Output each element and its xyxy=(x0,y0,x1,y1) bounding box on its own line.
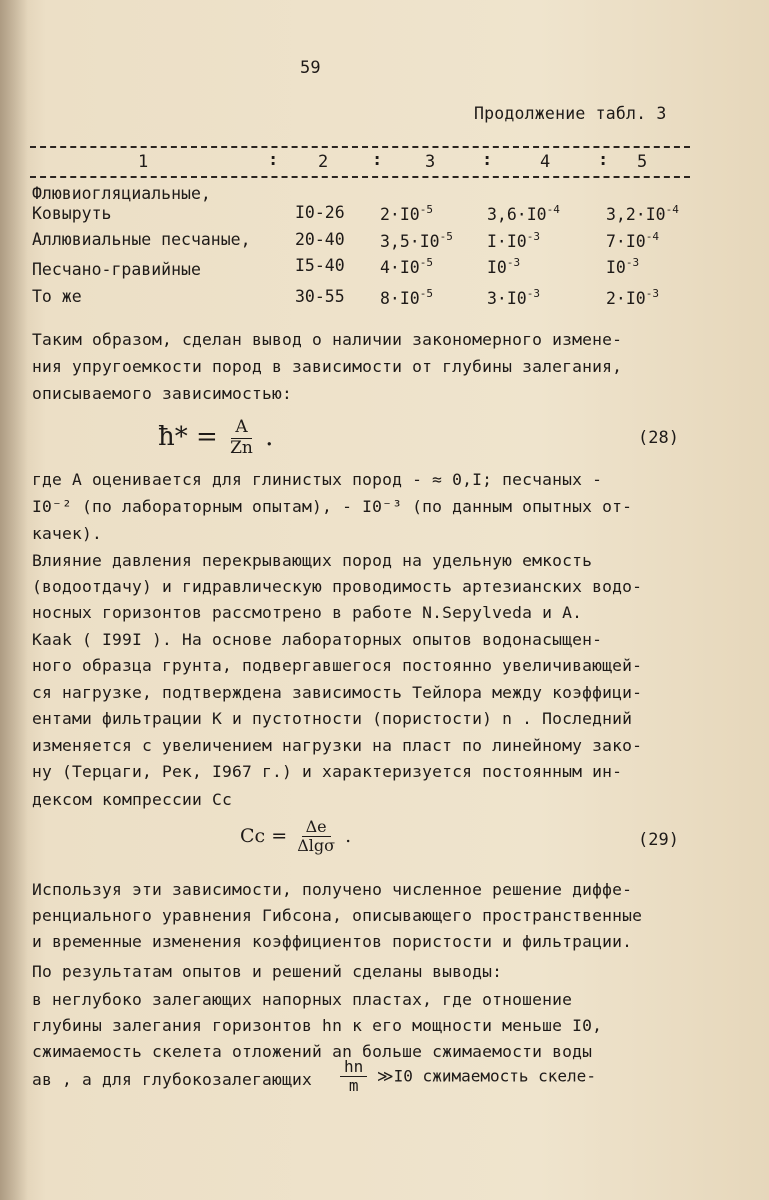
text-line: ся нагрузке, подтверждена зависимость Тейлора между коэффици- xyxy=(32,683,643,702)
text-line: По результатам опытов и решений сделаны выводы: xyxy=(32,962,503,981)
text-line: носных горизонтов рассмотрено в работе N.Sepylveda и A. xyxy=(32,603,583,622)
text-line: ного образца грунта, подвергавшегося постоянно увеличивающей- xyxy=(32,656,643,675)
column-separator: : xyxy=(268,150,279,170)
text-line: дексом компрессии Cc xyxy=(32,790,233,809)
text-line: ния упругоемкости пород в зависимости от глубины залегания, xyxy=(32,357,623,376)
text-line: изменяется с увеличением нагрузки на пласт по линейному зако- xyxy=(32,736,643,755)
text-line: I0⁻² (по лабораторным опытам), - I0⁻³ (по данным опытных от- xyxy=(32,497,633,516)
table-cell: $7\cdot I0^{-4}$ xyxy=(606,230,659,251)
table-cell: $2\cdot I0^{-5}$ xyxy=(380,203,433,224)
table-header-rule xyxy=(30,176,690,178)
table-cell: $3,2\cdot I0^{-4}$ xyxy=(606,203,679,224)
table-row-label: Флювиогляциальные, xyxy=(32,184,211,203)
text-line: Влияние давления перекрывающих пород на удельную емкость xyxy=(32,551,593,570)
table-cell: 20-40 xyxy=(295,230,345,249)
inline-fraction: $\frac{hn}{m}$ ≫I0 сжимаемость скеле- xyxy=(340,1058,596,1096)
text-line: в неглубоко залегающих напорных пластах, где отношение xyxy=(32,990,573,1009)
table-row-label: Аллювиальные песчаные, xyxy=(32,230,251,249)
binding-shadow xyxy=(0,0,28,1200)
text-line: глубины залегания горизонтов hn к его мощности меньше I0, xyxy=(32,1016,603,1035)
table-row-label: Ковыруть xyxy=(32,204,112,223)
text-line: сжимаемость скелета отложений an больше сжимаемости воды xyxy=(32,1042,593,1061)
text-line: ну (Терцаги, Рек, I967 г.) и характеризуется постоянным ин- xyxy=(32,762,623,781)
table-caption: Продолжение табл. 3 xyxy=(474,104,667,123)
equation-28: ħ* = $\frac{A}{Zn}$ . xyxy=(158,417,274,458)
text-line: Таким образом, сделан вывод о наличии закономерного измене- xyxy=(32,330,623,349)
table-header-3: 3 xyxy=(425,152,436,172)
table-cell: $8\cdot I0^{-5}$ xyxy=(380,287,433,308)
text-line: качек). xyxy=(32,524,103,543)
table-cell: $2\cdot I0^{-3}$ xyxy=(606,287,659,308)
table-cell: $I0^{-3}$ xyxy=(606,256,640,277)
text-line: ентами фильтрации К и пустотности (пористости) n . Последний xyxy=(32,709,633,728)
table-cell: $3,6\cdot I0^{-4}$ xyxy=(487,203,560,224)
table-row-label: Песчано-гравийные xyxy=(32,260,201,279)
table-row-label: То же xyxy=(32,287,82,306)
column-separator: : xyxy=(598,150,609,170)
table-cell: 30-55 xyxy=(295,287,345,306)
page-number: 59 xyxy=(300,58,321,78)
table-cell: $3\cdot I0^{-3}$ xyxy=(487,287,540,308)
column-separator: : xyxy=(482,150,493,170)
text-line: и временные изменения коэффициентов пористости и фильтрации. xyxy=(32,932,633,951)
equation-number: (29) xyxy=(638,830,679,850)
table-header-1: 1 xyxy=(138,152,149,172)
table-header-5: 5 xyxy=(637,152,648,172)
column-separator: : xyxy=(372,150,383,170)
table-header-4: 4 xyxy=(540,152,551,172)
text-line: aв , а для глубокозалегающих xyxy=(32,1070,313,1089)
table-header-2: 2 xyxy=(318,152,329,172)
text-line: описываемого зависимостью: xyxy=(32,384,293,403)
equation-number: (28) xyxy=(638,428,679,448)
text-line: (водоотдачу) и гидравлическую проводимость артезианских водо- xyxy=(32,577,643,596)
table-cell: $I0^{-3}$ xyxy=(487,256,521,277)
text-line: где A оценивается для глинистых пород - ≈ 0,I; песчаных - xyxy=(32,470,603,489)
table-cell: $3,5\cdot I0^{-5}$ xyxy=(380,230,453,251)
table-cell: I5-40 xyxy=(295,256,345,275)
table-top-rule xyxy=(30,146,690,148)
text-line: ренциального уравнения Гибсона, описывающего пространственные xyxy=(32,906,643,925)
table-cell: $4\cdot I0^{-5}$ xyxy=(380,256,433,277)
text-line: Используя эти зависимости, получено численное решение диффе- xyxy=(32,880,633,899)
equation-29: Cc = $\frac{\Delta e}{\Delta\lg\sigma}$ . xyxy=(240,817,352,856)
table-cell: $I\cdot I0^{-3}$ xyxy=(487,230,540,251)
table-cell: I0-26 xyxy=(295,203,345,222)
text-line: Kaak ( I99I ). На основе лабораторных опытов водонасыщен- xyxy=(32,630,603,649)
